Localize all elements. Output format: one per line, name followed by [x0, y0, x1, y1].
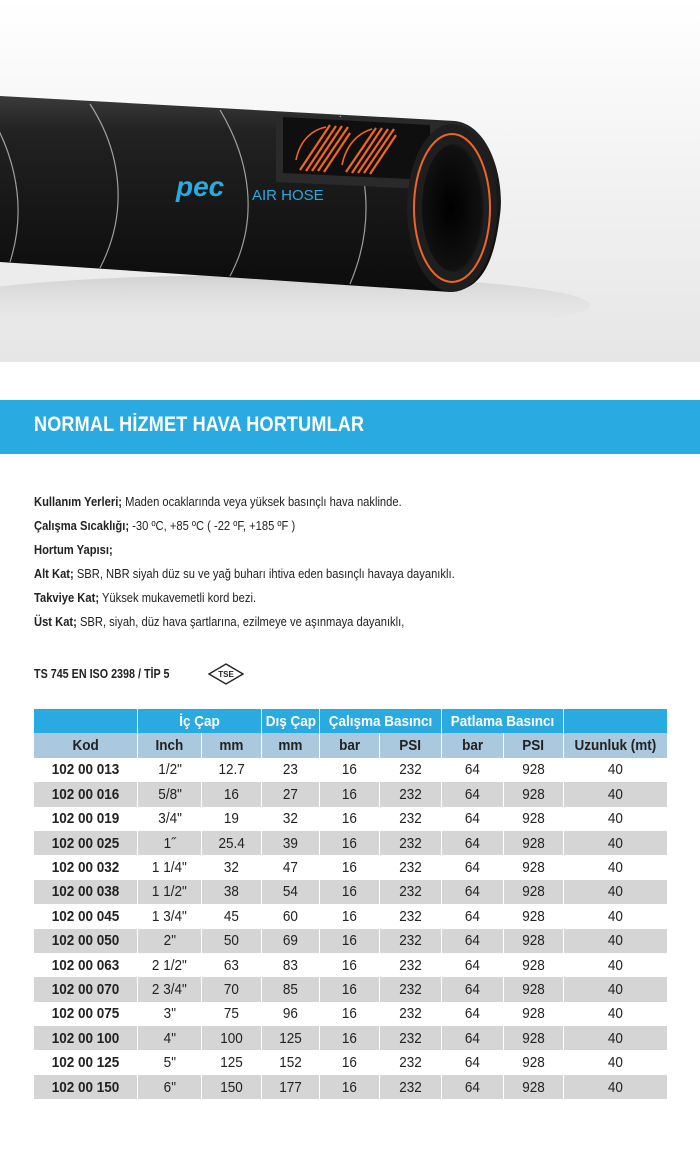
cell-inch: 3/4" [138, 807, 202, 831]
table-row [34, 1026, 668, 1050]
cell-inch: 1/2" [138, 758, 202, 782]
cell-outer-mm: 54 [262, 880, 320, 904]
cell-inner-mm: 19 [202, 807, 262, 831]
cell-length: 40 [564, 904, 668, 928]
cell-kod: 102 00 025 [34, 831, 138, 855]
spec-construction: Hortum Yapısı; [34, 542, 113, 557]
cell-inner-mm: 12.7 [202, 758, 262, 782]
cell-working-bar: 16 [320, 782, 380, 806]
cell-length: 40 [564, 831, 668, 855]
cell-kod: 102 00 100 [34, 1026, 138, 1050]
cell-burst-psi: 928 [504, 1050, 564, 1074]
cell-inch: 2 1/2" [138, 953, 202, 977]
cell-inch: 5" [138, 1050, 202, 1074]
header-burst-bar: bar [442, 733, 504, 757]
cell-length: 40 [564, 977, 668, 1001]
header-kod: Kod [34, 733, 138, 757]
cell-burst-bar: 64 [442, 1002, 504, 1026]
cell-inch: 1 1/2" [138, 880, 202, 904]
cell-outer-mm: 23 [262, 758, 320, 782]
cell-working-psi: 232 [380, 904, 442, 928]
specifications [34, 490, 674, 634]
cell-burst-bar: 64 [442, 855, 504, 879]
cell-burst-bar: 64 [442, 880, 504, 904]
title-banner [0, 400, 700, 454]
cell-burst-bar: 64 [442, 782, 504, 806]
cell-inner-mm: 38 [202, 880, 262, 904]
header-inch: Inch [138, 733, 202, 757]
cell-outer-mm: 96 [262, 1002, 320, 1026]
table-body [34, 758, 668, 1099]
spec-temperature: Çalışma Sıcaklığı; -30 ºC, +85 ºC ( -22 ºF, +185 ºF ) [34, 518, 296, 533]
cell-kod: 102 00 125 [34, 1050, 138, 1074]
cell-length: 40 [564, 782, 668, 806]
cell-kod: 102 00 019 [34, 807, 138, 831]
cell-outer-mm: 83 [262, 953, 320, 977]
cell-working-bar: 16 [320, 953, 380, 977]
cell-working-bar: 16 [320, 831, 380, 855]
table-row [34, 807, 668, 831]
cell-burst-psi: 928 [504, 1026, 564, 1050]
cell-kod: 102 00 150 [34, 1075, 138, 1099]
cell-kod: 102 00 016 [34, 782, 138, 806]
cell-burst-bar: 64 [442, 758, 504, 782]
cell-burst-psi: 928 [504, 782, 564, 806]
cell-working-psi: 232 [380, 1075, 442, 1099]
cell-burst-bar: 64 [442, 977, 504, 1001]
cell-working-bar: 16 [320, 904, 380, 928]
table-row [34, 953, 668, 977]
header-burst-psi: PSI [504, 733, 564, 757]
cell-burst-bar: 64 [442, 1050, 504, 1074]
cell-working-bar: 16 [320, 929, 380, 953]
cell-burst-psi: 928 [504, 831, 564, 855]
cell-kod: 102 00 050 [34, 929, 138, 953]
cell-outer-mm: 152 [262, 1050, 320, 1074]
cell-length: 40 [564, 880, 668, 904]
hose-illustration [0, 0, 700, 362]
cell-inch: 2 3/4" [138, 977, 202, 1001]
cell-outer-mm: 125 [262, 1026, 320, 1050]
cell-inner-mm: 100 [202, 1026, 262, 1050]
cell-working-psi: 232 [380, 807, 442, 831]
table-group-header [34, 709, 668, 733]
header-burst-pressure: Patlama Basıncı [442, 709, 564, 733]
header-outer-diameter: Dış Çap [262, 709, 320, 733]
spec-inner-layer: Alt Kat; SBR, NBR siyah düz su ve yağ buharı ihtiva eden basınçlı havaya dayanıklı. [34, 566, 455, 581]
cell-kod: 102 00 063 [34, 953, 138, 977]
cell-working-psi: 232 [380, 880, 442, 904]
cell-working-psi: 232 [380, 1050, 442, 1074]
page-title: NORMAL HİZMET HAVA HORTUMLAR [34, 413, 365, 436]
cell-inner-mm: 70 [202, 977, 262, 1001]
header-working-bar: bar [320, 733, 380, 757]
cell-length: 40 [564, 758, 668, 782]
cell-inner-mm: 150 [202, 1075, 262, 1099]
header-outer-mm: mm [262, 733, 320, 757]
cell-burst-bar: 64 [442, 904, 504, 928]
header-working-pressure: Çalışma Basıncı [320, 709, 442, 733]
cell-working-psi: 232 [380, 758, 442, 782]
cell-burst-bar: 64 [442, 1075, 504, 1099]
cell-kod: 102 00 070 [34, 977, 138, 1001]
table-row [34, 977, 668, 1001]
cell-inch: 3" [138, 1002, 202, 1026]
table-sub-header [34, 733, 668, 757]
cell-inner-mm: 45 [202, 904, 262, 928]
svg-text:TSE: TSE [218, 670, 234, 679]
cell-inch: 5/8" [138, 782, 202, 806]
cell-working-bar: 16 [320, 758, 380, 782]
cell-outer-mm: 27 [262, 782, 320, 806]
cell-inch: 1 3/4" [138, 904, 202, 928]
cell-outer-mm: 60 [262, 904, 320, 928]
cell-kod: 102 00 013 [34, 758, 138, 782]
cell-burst-psi: 928 [504, 758, 564, 782]
cell-length: 40 [564, 807, 668, 831]
standard-line [34, 662, 244, 686]
table-row [34, 904, 668, 928]
header-inner-diameter: İç Çap [138, 709, 262, 733]
cell-inner-mm: 125 [202, 1050, 262, 1074]
table-row [34, 1075, 668, 1099]
cell-burst-psi: 928 [504, 880, 564, 904]
table-row [34, 782, 668, 806]
cell-working-bar: 16 [320, 1050, 380, 1074]
table-row [34, 1002, 668, 1026]
cell-working-psi: 232 [380, 831, 442, 855]
cell-outer-mm: 39 [262, 831, 320, 855]
tse-logo [208, 663, 244, 685]
cell-burst-psi: 928 [504, 855, 564, 879]
cell-burst-bar: 64 [442, 1026, 504, 1050]
cell-length: 40 [564, 953, 668, 977]
cell-outer-mm: 177 [262, 1075, 320, 1099]
cell-burst-bar: 64 [442, 953, 504, 977]
cell-burst-psi: 928 [504, 977, 564, 1001]
table-row [34, 831, 668, 855]
cell-working-bar: 16 [320, 1075, 380, 1099]
cell-burst-psi: 928 [504, 1002, 564, 1026]
cell-working-psi: 232 [380, 929, 442, 953]
cell-outer-mm: 32 [262, 807, 320, 831]
cell-length: 40 [564, 855, 668, 879]
table-row [34, 1050, 668, 1074]
table-row [34, 929, 668, 953]
cell-inner-mm: 25.4 [202, 831, 262, 855]
cell-inner-mm: 16 [202, 782, 262, 806]
cell-working-bar: 16 [320, 807, 380, 831]
pec-logo: pec [176, 171, 225, 202]
cell-kod: 102 00 038 [34, 880, 138, 904]
header-length: Uzunluk (mt) [564, 733, 668, 757]
hero-product-image [0, 0, 700, 362]
header-working-psi: PSI [380, 733, 442, 757]
cell-working-psi: 232 [380, 1026, 442, 1050]
cell-kod: 102 00 075 [34, 1002, 138, 1026]
cell-working-bar: 16 [320, 1026, 380, 1050]
header-inner-mm: mm [202, 733, 262, 757]
cell-burst-psi: 928 [504, 807, 564, 831]
cell-outer-mm: 85 [262, 977, 320, 1001]
cell-length: 40 [564, 1002, 668, 1026]
cell-kod: 102 00 032 [34, 855, 138, 879]
cell-inch: 2" [138, 929, 202, 953]
cell-working-bar: 16 [320, 1002, 380, 1026]
cell-working-bar: 16 [320, 977, 380, 1001]
spec-outer-layer: Üst Kat; SBR, siyah, düz hava şartlarına, ezilmeye ve aşınmaya dayanıklı, [34, 614, 405, 629]
cell-burst-psi: 928 [504, 953, 564, 977]
spec-reinforcement: Takviye Kat; Yüksek mukavemetli kord bezi. [34, 590, 257, 605]
cell-inner-mm: 50 [202, 929, 262, 953]
cell-inch: 1 1/4" [138, 855, 202, 879]
air-hose-label: AIR HOSE [252, 187, 324, 204]
header-empty-length [564, 709, 668, 733]
cell-inner-mm: 32 [202, 855, 262, 879]
cell-kod: 102 00 045 [34, 904, 138, 928]
cell-working-psi: 232 [380, 1002, 442, 1026]
cell-length: 40 [564, 1050, 668, 1074]
table-row [34, 880, 668, 904]
table-row [34, 758, 668, 782]
cell-inch: 6" [138, 1075, 202, 1099]
cell-working-psi: 232 [380, 977, 442, 1001]
cell-outer-mm: 47 [262, 855, 320, 879]
header-empty-kod [34, 709, 138, 733]
cell-burst-bar: 64 [442, 929, 504, 953]
cell-outer-mm: 69 [262, 929, 320, 953]
cell-burst-bar: 64 [442, 831, 504, 855]
cell-burst-psi: 928 [504, 929, 564, 953]
cell-burst-bar: 64 [442, 807, 504, 831]
cell-length: 40 [564, 1026, 668, 1050]
spec-usage: Kullanım Yerleri; Maden ocaklarında veya yüksek basınçlı hava naklinde. [34, 494, 402, 509]
cell-working-psi: 232 [380, 953, 442, 977]
table-row [34, 855, 668, 879]
cell-burst-psi: 928 [504, 1075, 564, 1099]
cell-working-bar: 16 [320, 880, 380, 904]
standard-text: TS 745 EN ISO 2398 / TİP 5 [34, 667, 170, 681]
cell-working-bar: 16 [320, 855, 380, 879]
cell-inch: 4" [138, 1026, 202, 1050]
cell-burst-psi: 928 [504, 904, 564, 928]
cell-inner-mm: 75 [202, 1002, 262, 1026]
cell-working-psi: 232 [380, 855, 442, 879]
cell-length: 40 [564, 1075, 668, 1099]
cell-length: 40 [564, 929, 668, 953]
product-table [34, 709, 668, 1099]
cell-inner-mm: 63 [202, 953, 262, 977]
cell-working-psi: 232 [380, 782, 442, 806]
cell-inch: 1˝ [138, 831, 202, 855]
